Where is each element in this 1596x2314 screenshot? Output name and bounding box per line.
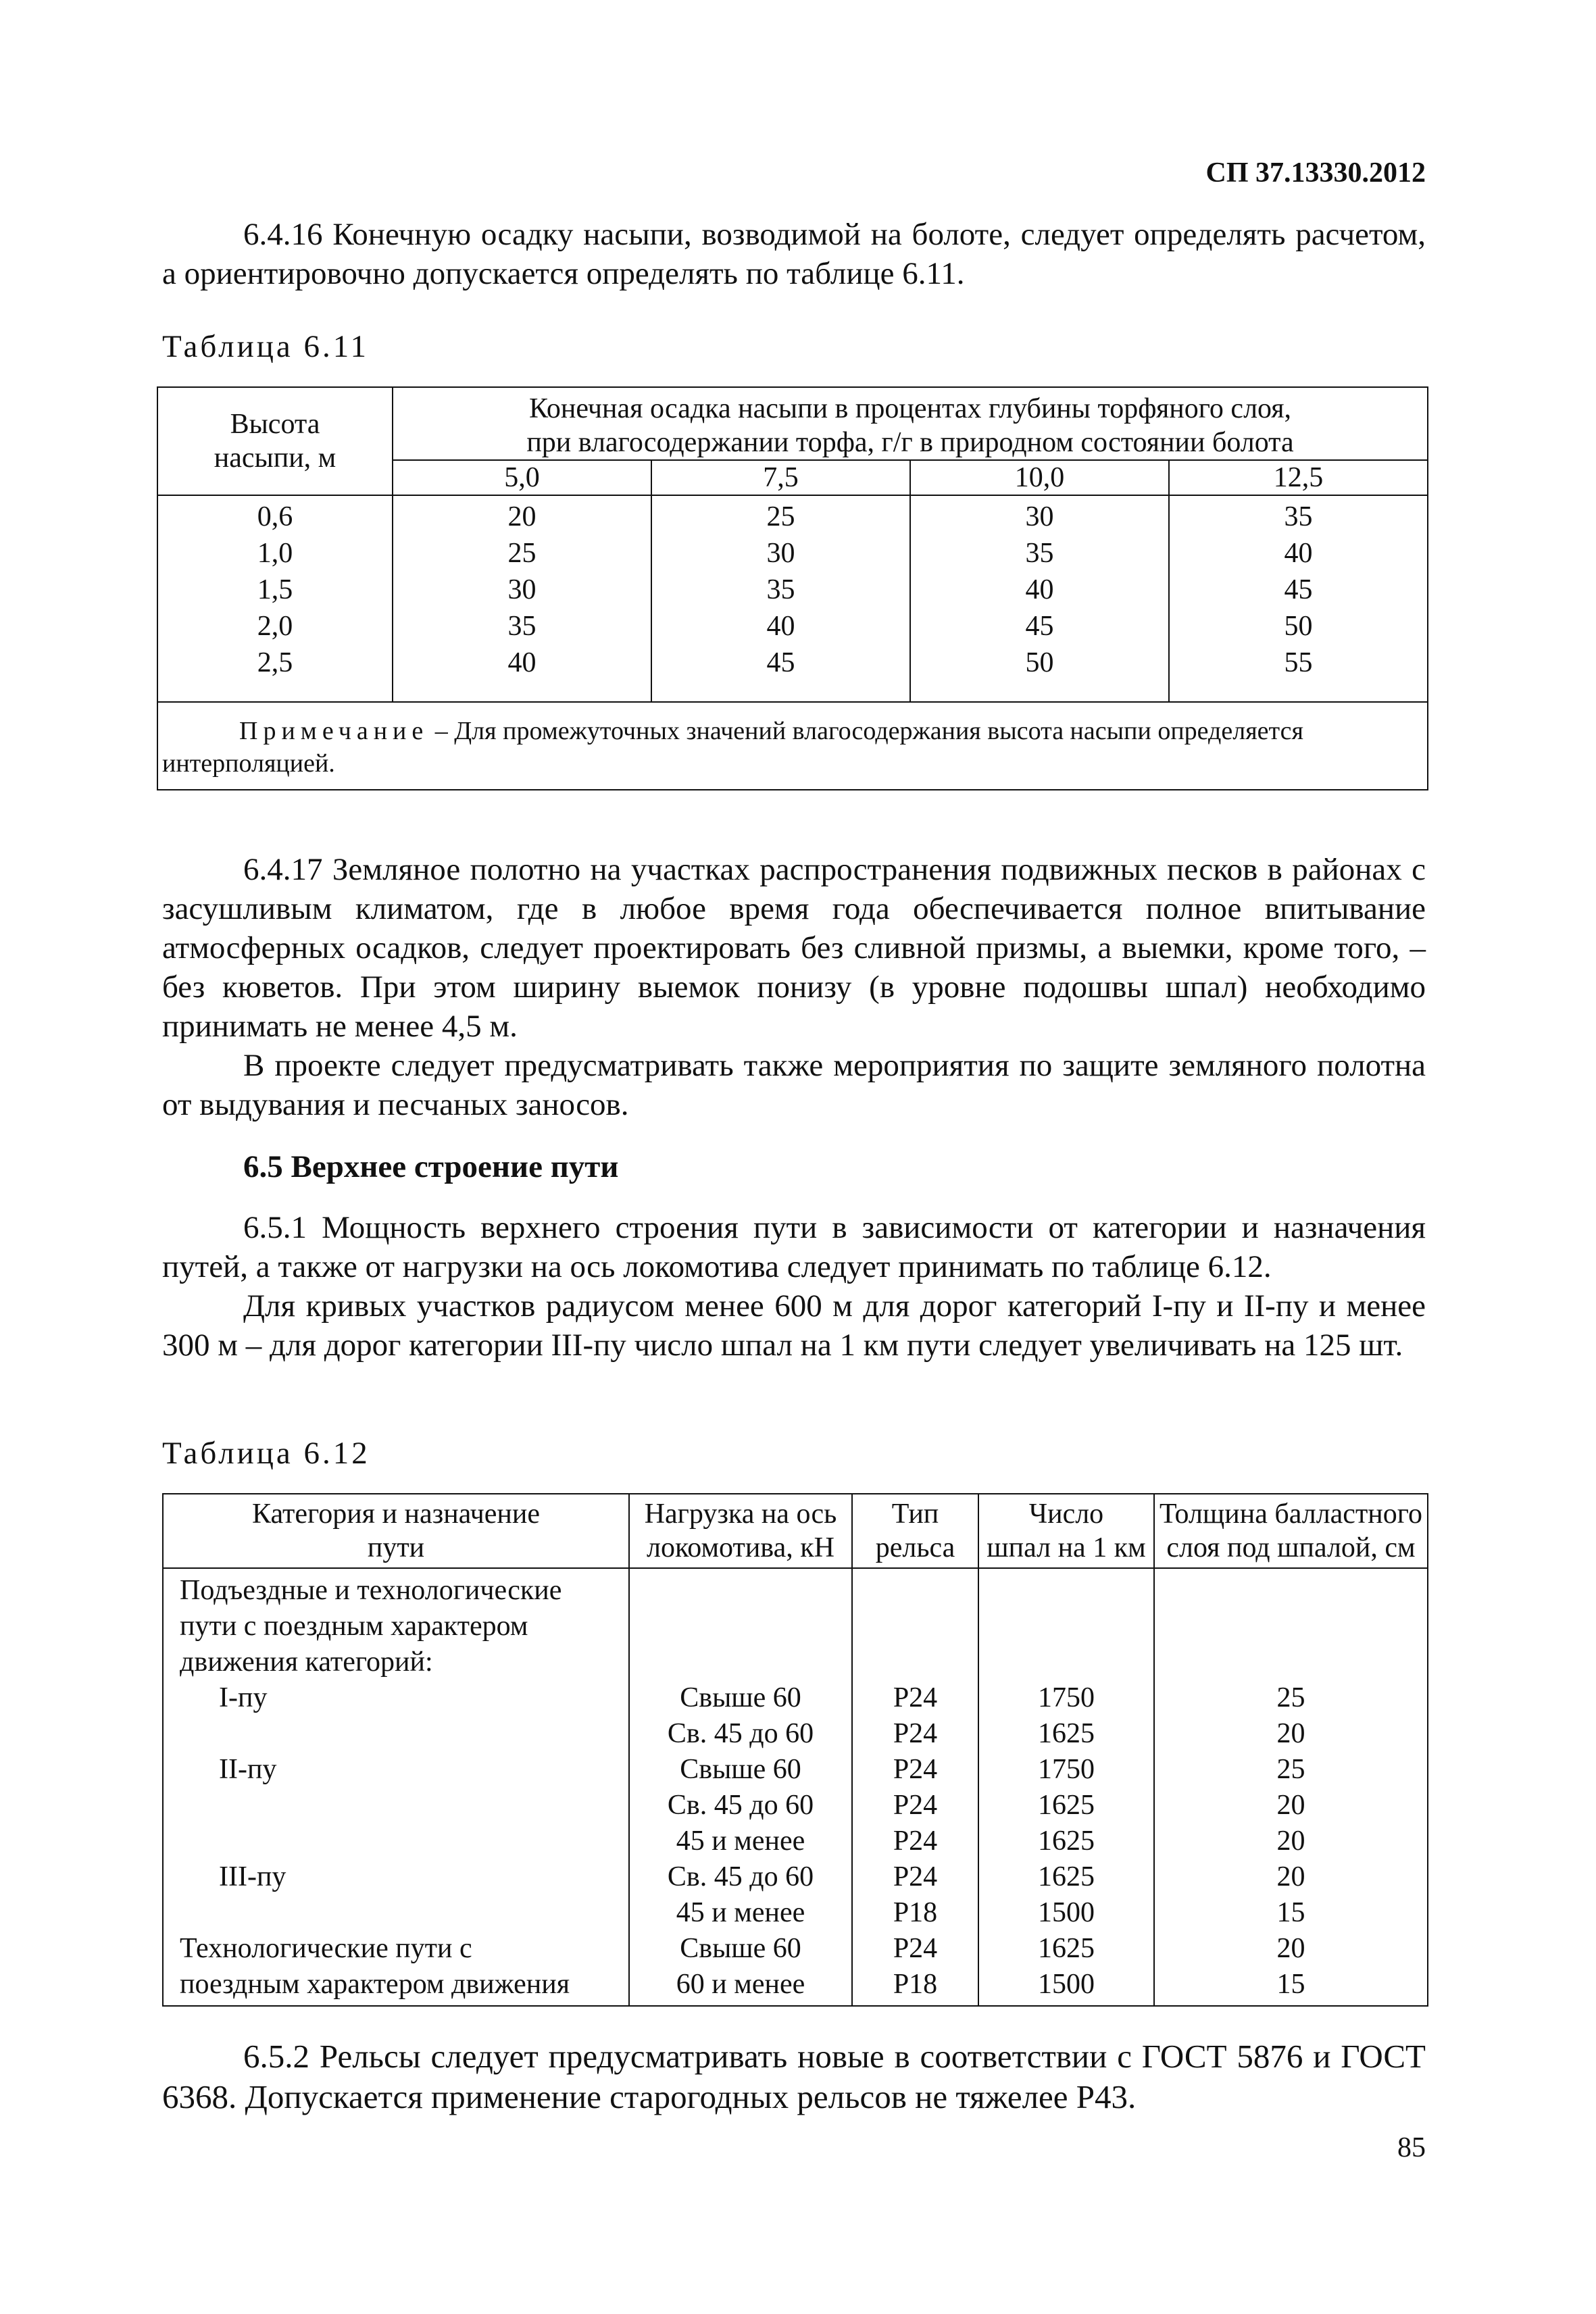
table-cell: 1625	[1038, 1718, 1095, 1749]
t612-column-load	[629, 1568, 852, 2006]
t612-header-sleepers: Число шпал на 1 км	[978, 1494, 1154, 1568]
t611-subheader-moisture: 5,0	[393, 460, 651, 495]
table-cell: 1750	[1038, 1754, 1095, 1785]
table-6-11-caption: Таблица 6.11	[162, 329, 370, 364]
table-cell: 40	[1025, 574, 1054, 605]
table-cell: Технологические пути с	[180, 1933, 472, 1964]
t611-column-5-0	[393, 495, 651, 702]
table-cell: 20	[1276, 1861, 1305, 1892]
table-cell: 1750	[1038, 1682, 1095, 1713]
table-cell: Р24	[893, 1826, 938, 1857]
table-cell: 15	[1276, 1969, 1305, 2000]
table-cell: 45 и менее	[676, 1826, 805, 1857]
table-cell: 45	[1284, 574, 1313, 605]
t611-subheader-moisture: 7,5	[651, 460, 910, 495]
page-number: 85	[1397, 2132, 1426, 2163]
table-cell: 20	[1276, 1933, 1305, 1964]
table-cell: 1625	[1038, 1933, 1095, 1964]
table-cell: 1625	[1038, 1861, 1095, 1892]
table-cell: II-пу	[219, 1754, 277, 1785]
t611-header-settlement: Конечная осадка насыпи в процентах глубины торфяного слоя, при влагосодержании торфа, г/г в природном состоянии болота	[393, 387, 1428, 460]
t612-header-load: Нагрузка на ось локомотива, кН	[629, 1494, 852, 1568]
table-cell: Р24	[893, 1933, 938, 1964]
note-text: – Для промежуточных значений влагосодержания высота насыпи определяется интерполяцией.	[162, 717, 1303, 778]
table-cell: 1,0	[257, 538, 293, 569]
table-cell: 55	[1284, 647, 1313, 678]
t611-subheader-moisture: 10,0	[910, 460, 1169, 495]
table-cell: 20	[1276, 1826, 1305, 1857]
table-cell: 1,5	[257, 574, 293, 605]
table-cell: 2,0	[257, 611, 293, 642]
table-6-12	[162, 1493, 1428, 2007]
table-cell: Св. 45 до 60	[667, 1718, 814, 1749]
table-cell: 20	[1276, 1790, 1305, 1821]
table-cell: 15	[1276, 1897, 1305, 1928]
table-cell: движения категорий:	[180, 1646, 433, 1678]
table-cell: 30	[1025, 501, 1054, 532]
table-cell: 50	[1284, 611, 1313, 642]
table-cell: 45	[1025, 611, 1054, 642]
t611-column-heights	[157, 495, 393, 702]
t612-column-category	[163, 1568, 629, 2006]
table-cell: 35	[1284, 501, 1313, 532]
table-cell: Р18	[893, 1969, 938, 2000]
table-cell: I-пу	[219, 1682, 268, 1713]
t612-header-category: Категория и назначение пути	[163, 1494, 629, 1568]
table-cell: Р24	[893, 1861, 938, 1892]
table-cell: 30	[766, 538, 795, 569]
table-cell: 1500	[1038, 1897, 1095, 1928]
table-cell: 35	[507, 611, 537, 642]
table-cell: 50	[1025, 647, 1054, 678]
table-cell: 1625	[1038, 1826, 1095, 1857]
section-heading-6-5: 6.5 Верхнее строение пути	[243, 1149, 619, 1184]
paragraph-6-5-1: 6.5.1 Мощность верхнего строения пути в зависимости от категории и назначения путей, а также от нагрузки на ось локомотива следует принимать по таблице 6.12.	[162, 1210, 1426, 1284]
table-cell: 25	[507, 538, 537, 569]
table-cell: Р24	[893, 1754, 938, 1785]
table-cell: III-пу	[219, 1861, 286, 1892]
t611-header-height: Высота насыпи, м	[157, 387, 393, 495]
paragraph-6-4-17: 6.4.17 Земляное полотно на участках распространения подвижных песков в районах с засушливым климатом, где в любое время года обеспечивается полное впитывание атмосферных осадков, следует проектировать без сливной призмы, а выемки, кроме того, – без кюветов. При этом ширину выемок понизу (в уровне подошвы шпал) необходимо принимать не менее 4,5 м.	[162, 852, 1426, 1044]
t612-header-ballast: Толщина балластного слоя под шпалой, см	[1154, 1494, 1428, 1568]
table-cell: 40	[507, 647, 537, 678]
table-cell: Р18	[893, 1897, 938, 1928]
table-cell: Свыше 60	[680, 1933, 801, 1964]
t612-column-rail-type	[852, 1568, 978, 2006]
table-cell: Свыше 60	[680, 1754, 801, 1785]
table-cell: 25	[1276, 1754, 1305, 1785]
table-cell: Св. 45 до 60	[667, 1790, 814, 1821]
table-cell: 45	[766, 647, 795, 678]
table-cell: 1500	[1038, 1969, 1095, 2000]
table-cell: 45 и менее	[676, 1897, 805, 1928]
table-6-12-caption: Таблица 6.12	[162, 1436, 370, 1471]
table-cell: 0,6	[257, 501, 293, 532]
table-cell: 60 и менее	[676, 1969, 805, 2000]
table-cell: Св. 45 до 60	[667, 1861, 814, 1892]
t611-column-10-0	[910, 495, 1169, 702]
table-cell: 2,5	[257, 647, 293, 678]
document-code: СП 37.13330.2012	[1205, 157, 1426, 188]
t611-note	[157, 702, 1428, 790]
paragraph-6-5-2: 6.5.2 Рельсы следует предусматривать новые в соответствии с ГОСТ 5876 и ГОСТ 6368. Допускается применение старогодных рельсов не тяжелее Р43.	[162, 2038, 1426, 2115]
t611-subheader-moisture: 12,5	[1169, 460, 1428, 495]
paragraph-6-4-17-continued: В проекте следует предусматривать также мероприятия по защите земляного полотна от выдувания и песчаных заносов.	[162, 1048, 1426, 1122]
t612-column-sleepers	[978, 1568, 1154, 2006]
table-cell: 35	[766, 574, 795, 605]
table-cell: 1625	[1038, 1790, 1095, 1821]
table-cell: 40	[1284, 538, 1313, 569]
table-cell: 40	[766, 611, 795, 642]
table-cell: 30	[507, 574, 537, 605]
table-cell: Подъездные и технологические	[180, 1575, 562, 1606]
note-label: Примечание	[239, 717, 429, 745]
table-cell: 20	[1276, 1718, 1305, 1749]
table-cell: Р24	[893, 1682, 938, 1713]
t611-column-7-5	[651, 495, 910, 702]
table-cell: 20	[507, 501, 537, 532]
table-cell: поездным характером движения	[180, 1969, 570, 2000]
t612-header-rail-type: Тип рельса	[852, 1494, 978, 1568]
table-cell: 25	[1276, 1682, 1305, 1713]
table-cell: пути с поездным характером	[180, 1611, 528, 1642]
table-cell: 35	[1025, 538, 1054, 569]
table-cell: Р24	[893, 1790, 938, 1821]
table-cell: Р24	[893, 1718, 938, 1749]
table-cell: Свыше 60	[680, 1682, 801, 1713]
paragraph-6-5-1-continued: Для кривых участков радиусом менее 600 м для дорог категорий I-пу и II-пу и менее 300 м – для дорог категории III-пу число шпал на 1 км пути следует увеличивать на 125 шт.	[162, 1288, 1426, 1363]
table-cell: 25	[766, 501, 795, 532]
paragraph-6-4-16: 6.4.16 Конечную осадку насыпи, возводимой на болоте, следует определять расчетом, а ориентировочно допускается определять по таблице 6.11.	[162, 217, 1426, 291]
t611-column-12-5	[1169, 495, 1428, 702]
t612-column-ballast	[1154, 1568, 1428, 2006]
table-6-11	[157, 386, 1428, 790]
